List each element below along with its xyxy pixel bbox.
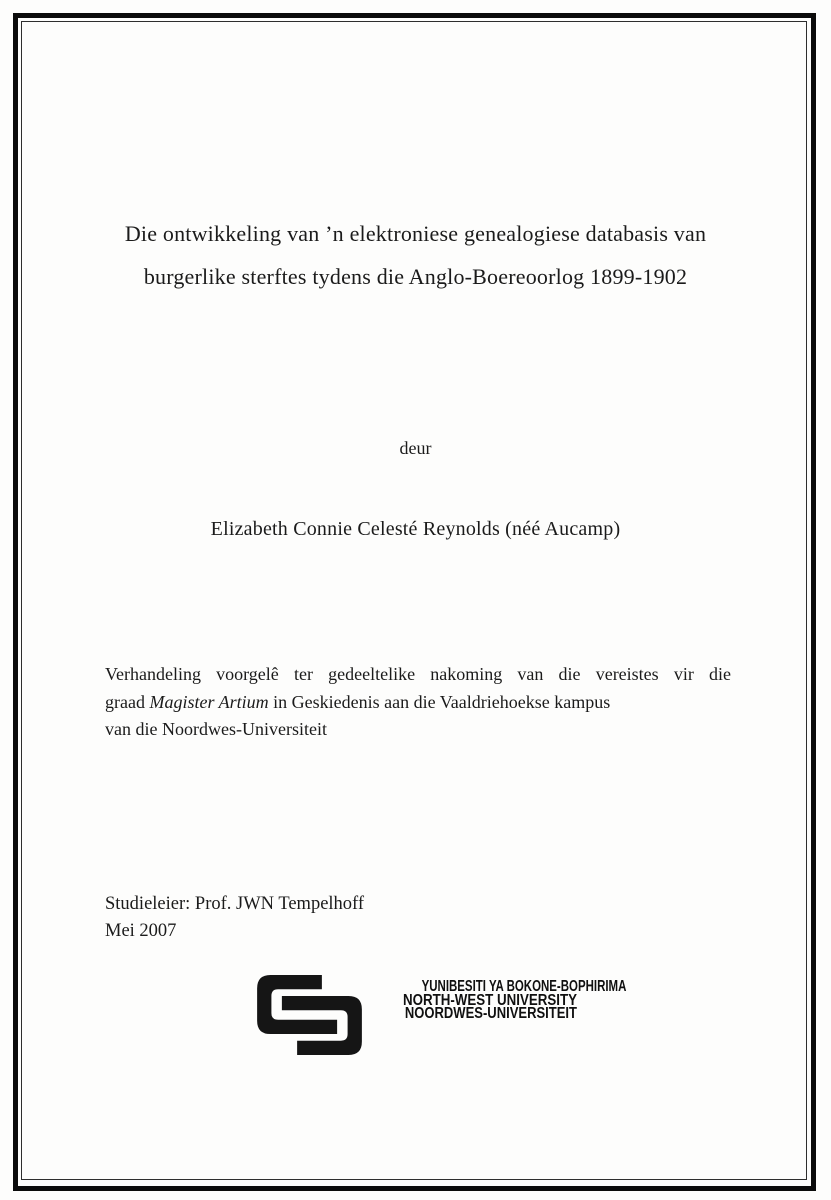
university-logo bbox=[257, 975, 627, 1055]
logo-text-afrikaans: NOORDWES-UNIVERSITEIT bbox=[404, 1005, 577, 1022]
byline-deur: deur bbox=[399, 438, 432, 458]
degree-name-italic: Magister Artium bbox=[149, 691, 269, 712]
university-logo-text bbox=[367, 978, 627, 1022]
declaration-line-2-post: in Geskiedenis aan die Vaaldriehoekse kampus bbox=[268, 691, 611, 712]
declaration-line-2 bbox=[105, 689, 731, 717]
declaration-line-3: van die Noordwes-Universiteit bbox=[105, 719, 327, 739]
declaration-line-1: Verhandeling voorgelê ter gedeeltelike nakoming van die vereistes vir die bbox=[105, 664, 731, 684]
author-name: Elizabeth Connie Celesté Reynolds (néé Aucamp) bbox=[210, 518, 621, 540]
nwu-interlocking-links-icon bbox=[257, 975, 362, 1055]
degree-declaration bbox=[105, 661, 731, 744]
logo-text-english: NORTH-WEST UNIVERSITY bbox=[402, 991, 577, 1009]
logo-text-setswana: YUNIBESITI YA BOKONE-BOPHIRIMA bbox=[421, 978, 627, 995]
date-line: Mei 2007 bbox=[105, 921, 177, 941]
thesis-title-line-1: Die ontwikkeling van ’n elektroniese genealogiese databasis van bbox=[124, 221, 707, 246]
thesis-title-line-2: burgerlike sterftes tydens die Anglo-Boereoorlog 1899-1902 bbox=[143, 264, 688, 289]
thesis-title bbox=[50, 212, 781, 298]
supervisor-date-block bbox=[105, 891, 364, 945]
supervisor-line: Studieleier: Prof. JWN Tempelhoff bbox=[105, 894, 365, 914]
declaration-line-2-pre: graad bbox=[105, 691, 150, 712]
